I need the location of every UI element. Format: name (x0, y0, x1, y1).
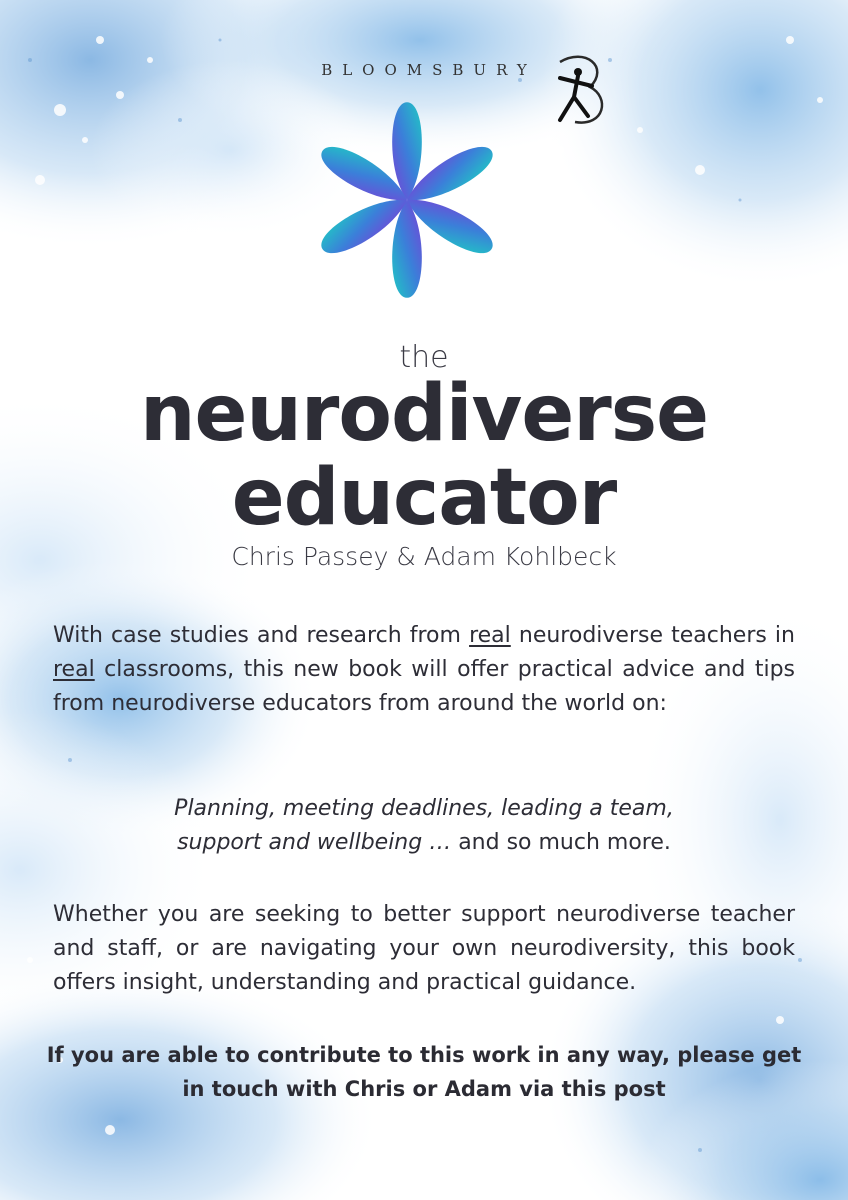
intro-text-3: classrooms, this new book will offer practical advice and tips from neurodiverse educators from around the world on: (53, 657, 795, 716)
dancer-logo-icon (530, 42, 620, 142)
topics-line-1: Planning, meeting deadlines, leading a team, (174, 796, 674, 821)
audience-paragraph: Whether you are seeking to better support neurodiverse teacher and staff, or are navigating your own neurodiversity, this book offers insight, understanding and practical guidance. (53, 902, 795, 995)
topics-list (0, 792, 848, 860)
book-title (0, 369, 848, 543)
intro-paragraph (53, 619, 795, 721)
publisher-logo (0, 60, 848, 79)
book-title-line1: neurodiverse (139, 369, 709, 459)
intro-emphasis-real-1: real (469, 623, 511, 648)
call-to-action: If you are able to contribute to this work in any way, please get in touch with Chris or Adam via this post (46, 1043, 802, 1101)
publisher-name: BLOOMSBURY (321, 61, 537, 79)
book-authors: Chris Passey & Adam Kohlbeck (231, 542, 617, 571)
topics-line-2-italic: support and wellbeing … (177, 830, 452, 855)
flower-logo-icon (313, 98, 501, 302)
book-title-line2: educator (231, 453, 617, 543)
title-article: the (399, 340, 449, 375)
intro-text-1: With case studies and research from (53, 623, 470, 648)
intro-text-2: neurodiverse teachers in (510, 623, 795, 648)
intro-emphasis-real-2: real (53, 657, 95, 682)
topics-line-2-rest: and so much more. (451, 830, 671, 855)
